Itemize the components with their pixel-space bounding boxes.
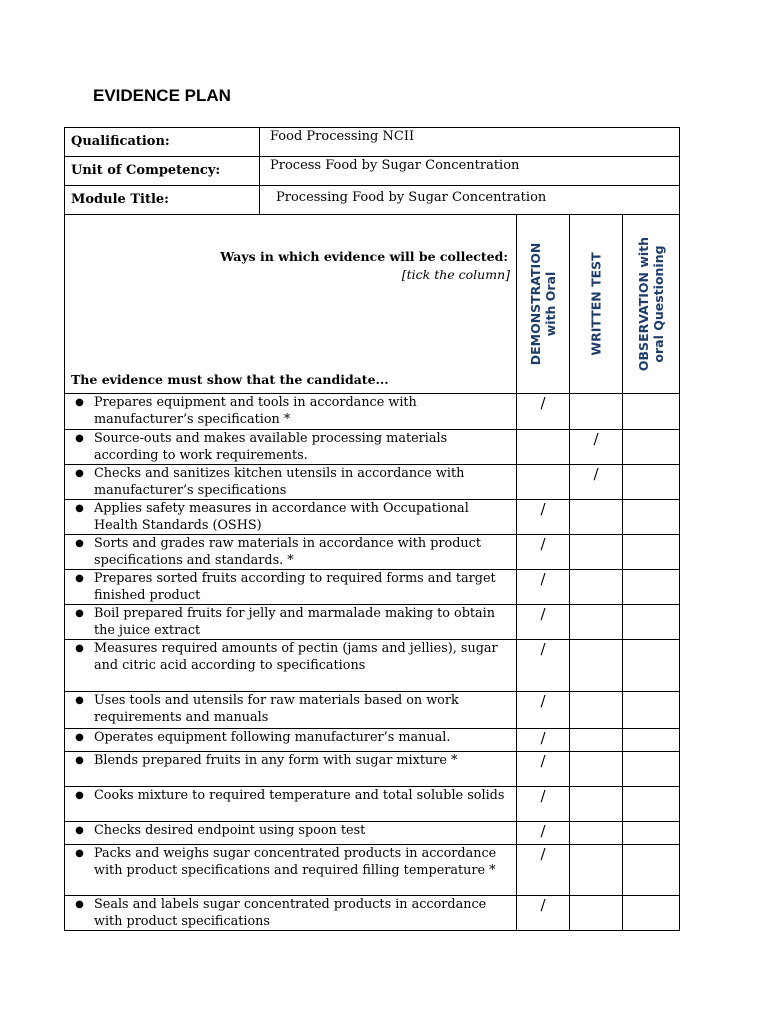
bullet-icon: ● <box>75 468 84 479</box>
criteria-row <box>65 896 680 931</box>
tick-cell-demonstration <box>517 640 570 692</box>
module-title-label: Module Title: <box>65 186 260 215</box>
criteria-cell <box>65 394 517 430</box>
bullet-icon: ● <box>75 899 84 910</box>
criteria-text: Operates equipment following manufacturer’s manual. <box>94 730 451 745</box>
tick-mark: / <box>540 845 546 863</box>
ways-header-row <box>65 215 680 394</box>
tick-mark: / <box>540 500 546 518</box>
criteria-row <box>65 430 680 465</box>
tick-cell-demonstration <box>517 465 570 500</box>
criteria-text: Seals and labels sugar concentrated products in accordance with product specifications <box>94 897 487 929</box>
tick-cell-demonstration <box>517 605 570 640</box>
tick-mark: / <box>540 822 546 840</box>
bullet-icon: ● <box>75 695 84 706</box>
criteria-cell <box>65 896 517 931</box>
bullet-icon: ● <box>75 608 84 619</box>
tick-cell-observation <box>623 394 680 430</box>
tick-cell-demonstration <box>517 500 570 535</box>
bullet-icon: ● <box>75 755 84 766</box>
module-title-row <box>65 186 680 215</box>
criteria-text: Sorts and grades raw materials in accordance with product specifications and standards. * <box>94 536 481 568</box>
criteria-row <box>65 394 680 430</box>
criteria-cell <box>65 640 517 692</box>
tick-cell-observation <box>623 822 680 845</box>
criteria-text: Cooks mixture to required temperature and total soluble solids <box>94 788 505 803</box>
tick-cell-written-test <box>570 500 623 535</box>
bullet-icon: ● <box>75 503 84 514</box>
tick-cell-observation <box>623 692 680 729</box>
criteria-cell <box>65 752 517 787</box>
tick-cell-demonstration <box>517 845 570 896</box>
criteria-row <box>65 692 680 729</box>
page-title: EVIDENCE PLAN <box>93 86 231 105</box>
tick-cell-written-test <box>570 430 623 465</box>
tick-cell-written-test <box>570 822 623 845</box>
criteria-cell <box>65 692 517 729</box>
criteria-text: Source-outs and makes available processing materials according to work requirements. <box>94 431 448 463</box>
qualification-row <box>65 128 680 157</box>
tick-cell-demonstration <box>517 430 570 465</box>
criteria-row <box>65 845 680 896</box>
tick-cell-demonstration <box>517 752 570 787</box>
tick-cell-written-test <box>570 465 623 500</box>
tick-cell-written-test <box>570 394 623 430</box>
bullet-icon: ● <box>75 433 84 444</box>
criteria-cell <box>65 787 517 822</box>
bullet-icon: ● <box>75 573 84 584</box>
tick-cell-observation <box>623 787 680 822</box>
criteria-row <box>65 729 680 752</box>
criteria-row <box>65 570 680 605</box>
unit-of-competency-label: Unit of Competency: <box>65 157 260 186</box>
tick-cell-observation <box>623 752 680 787</box>
tick-mark: / <box>540 640 546 658</box>
tick-mark: / <box>540 605 546 623</box>
tick-mark: / <box>540 752 546 770</box>
tick-cell-demonstration <box>517 896 570 931</box>
criteria-text: Packs and weighs sugar concentrated products in accordance with product specifications and required filling temperature * <box>94 846 497 878</box>
tick-cell-demonstration <box>517 394 570 430</box>
tick-mark: / <box>540 570 546 588</box>
tick-cell-written-test <box>570 640 623 692</box>
column-demonstration <box>517 215 570 394</box>
criteria-text: Uses tools and utensils for raw materials based on work requirements and manuals <box>94 693 459 725</box>
column-observation <box>623 215 680 394</box>
bullet-icon: ● <box>75 397 84 408</box>
criteria-cell <box>65 822 517 845</box>
criteria-row <box>65 465 680 500</box>
tick-cell-written-test <box>570 570 623 605</box>
bullet-icon: ● <box>75 790 84 801</box>
criteria-row <box>65 640 680 692</box>
criteria-row <box>65 787 680 822</box>
criteria-text: Prepares sorted fruits according to required forms and target finished product <box>94 571 496 603</box>
tick-cell-demonstration <box>517 570 570 605</box>
tick-cell-written-test <box>570 729 623 752</box>
column-written-test <box>570 215 623 394</box>
tick-cell-observation <box>623 500 680 535</box>
tick-cell-observation <box>623 465 680 500</box>
bullet-icon: ● <box>75 825 84 836</box>
tick-cell-observation <box>623 605 680 640</box>
tick-mark: / <box>540 729 546 747</box>
criteria-cell <box>65 570 517 605</box>
tick-cell-observation <box>623 535 680 570</box>
tick-cell-observation <box>623 845 680 896</box>
criteria-text: Checks and sanitizes kitchen utensils in accordance with manufacturer’s specifications <box>94 466 465 498</box>
tick-cell-observation <box>623 896 680 931</box>
criteria-cell <box>65 500 517 535</box>
tick-mark: / <box>540 394 546 412</box>
criteria-row <box>65 752 680 787</box>
criteria-text: Checks desired endpoint using spoon test <box>94 823 366 838</box>
unit-of-competency-value: Process Food by Sugar Concentration <box>260 157 680 186</box>
ways-title: Ways in which evidence will be collected: <box>220 249 508 264</box>
tick-cell-observation <box>623 640 680 692</box>
criteria-cell <box>65 465 517 500</box>
tick-cell-observation <box>623 430 680 465</box>
module-title-value: Processing Food by Sugar Concentration <box>260 186 680 215</box>
criteria-text: Blends prepared fruits in any form with sugar mixture * <box>94 753 458 768</box>
tick-instruction: [tick the column] <box>401 267 510 282</box>
qualification-label: Qualification: <box>65 128 260 157</box>
criteria-row <box>65 822 680 845</box>
criteria-cell <box>65 430 517 465</box>
tick-cell-demonstration <box>517 535 570 570</box>
tick-cell-demonstration <box>517 822 570 845</box>
tick-cell-written-test <box>570 752 623 787</box>
tick-cell-written-test <box>570 605 623 640</box>
evidence-plan-table <box>64 127 680 931</box>
criteria-row <box>65 605 680 640</box>
ways-header-cell <box>65 215 517 394</box>
criteria-cell <box>65 605 517 640</box>
criteria-cell <box>65 729 517 752</box>
tick-cell-written-test <box>570 896 623 931</box>
bullet-icon: ● <box>75 643 84 654</box>
criteria-cell <box>65 535 517 570</box>
criteria-row <box>65 500 680 535</box>
tick-mark: / <box>540 787 546 805</box>
tick-cell-observation <box>623 729 680 752</box>
tick-cell-observation <box>623 570 680 605</box>
tick-mark: / <box>593 465 599 483</box>
bullet-icon: ● <box>75 538 84 549</box>
criteria-text: Boil prepared fruits for jelly and marmalade making to obtain the juice extract <box>94 606 495 638</box>
criteria-row <box>65 535 680 570</box>
qualification-value: Food Processing NCII <box>260 128 680 157</box>
column-written-test-label: WRITTEN TEST <box>588 252 604 356</box>
tick-cell-demonstration <box>517 692 570 729</box>
tick-cell-written-test <box>570 787 623 822</box>
tick-cell-demonstration <box>517 729 570 752</box>
bullet-icon: ● <box>75 732 84 743</box>
tick-cell-written-test <box>570 535 623 570</box>
criteria-text: Prepares equipment and tools in accordance with manufacturer’s specification * <box>94 395 417 427</box>
criteria-text: Applies safety measures in accordance with Occupational Health Standards (OSHS) <box>94 501 469 533</box>
unit-of-competency-row <box>65 157 680 186</box>
bullet-icon: ● <box>75 848 84 859</box>
tick-mark: / <box>540 896 546 914</box>
tick-cell-demonstration <box>517 787 570 822</box>
tick-mark: / <box>593 430 599 448</box>
column-demonstration-label: DEMONSTRATION with Oral <box>528 242 558 366</box>
tick-mark: / <box>540 535 546 553</box>
tick-cell-written-test <box>570 845 623 896</box>
criteria-text: Measures required amounts of pectin (jams and jellies), sugar and citric acid according to specifications <box>94 641 498 673</box>
column-observation-label: OBSERVATION with oral Questioning <box>636 236 667 372</box>
tick-cell-written-test <box>570 692 623 729</box>
tick-mark: / <box>540 692 546 710</box>
evidence-must-show: The evidence must show that the candidate... <box>71 372 389 387</box>
criteria-cell <box>65 845 517 896</box>
